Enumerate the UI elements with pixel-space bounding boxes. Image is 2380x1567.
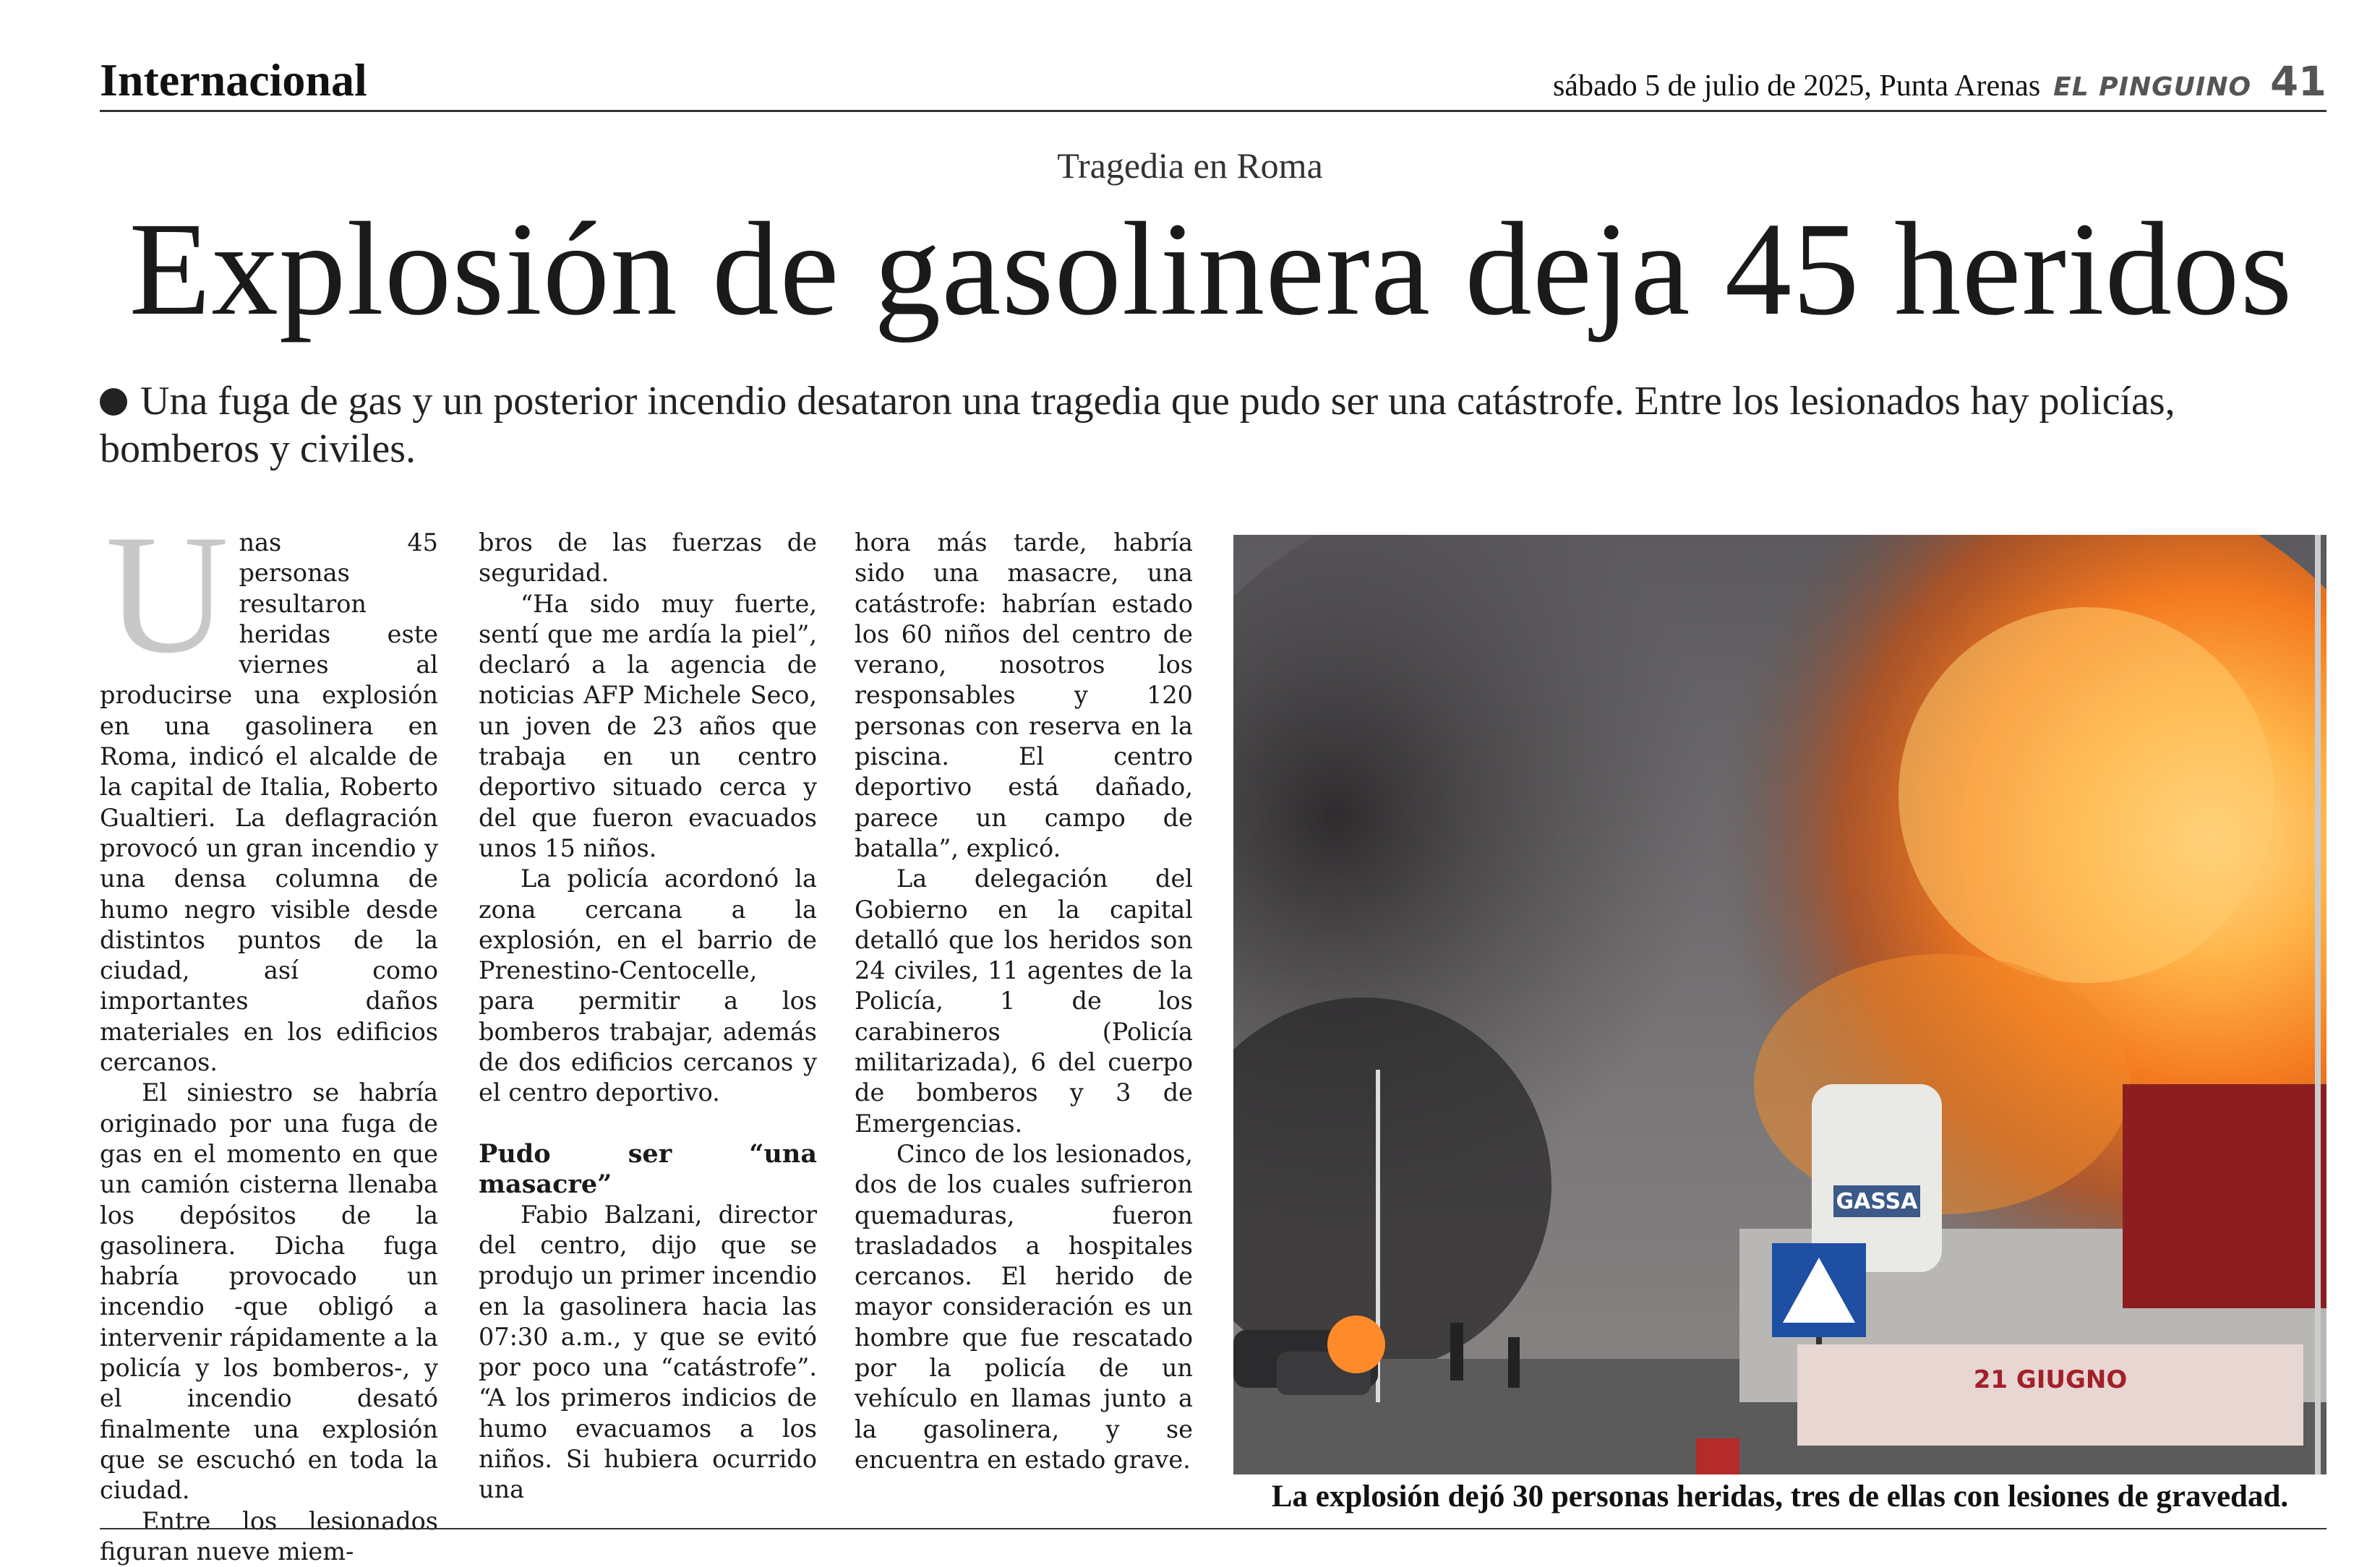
lede (100, 377, 2327, 473)
header-meta (1553, 59, 2327, 106)
dateline: sábado 5 de julio de 2025, Punta Arenas (1553, 69, 2040, 103)
drop-cap: U (106, 532, 228, 656)
explosion-photo-illustration (1233, 535, 2327, 1474)
banner-text: 21 GIUGNO (1974, 1365, 2128, 1394)
headline: Explosión de gasolinera deja 45 heridos (0, 201, 2380, 338)
paragraph: “Ha sido muy fuerte, sentí que me ardía la piel”, declaró a la agencia de noticias AFP Michele Seco, un joven de 23 años que trabaja en un centro deportivo situado cerca y del que fueron evacuados unos 15 niños. (479, 589, 817, 864)
paragraph: Entre los lesionados figuran nueve miem- (100, 1506, 438, 1567)
section-title: Internacional (100, 53, 367, 107)
news-photo (1233, 535, 2327, 1474)
article-column-3 (855, 528, 1193, 1475)
article-column-1 (100, 528, 438, 1567)
paragraph: Cinco de los lesionados, dos de los cuales sufrieron quemaduras, fueron trasladados a hospitales cercanos. El herido de mayor consideración es un hombre que fue rescatado por la policía de un vehículo en llamas junto a la gasolinera, y se encuentra en estado grave. (855, 1139, 1193, 1475)
page-header (100, 51, 2327, 112)
lede-text: Una fuga de gas y un posterior incendio desataron una tragedia que pudo ser una catástrofe. Entre los lesionados hay policías, bomberos y civiles. (100, 379, 2175, 471)
article-column-2 (479, 528, 817, 1506)
photo-caption: La explosión dejó 30 personas heridas, tres de ellas con lesiones de gravedad. (1233, 1479, 2327, 1514)
paragraph: El siniestro se habría originado por una fuga de gas en el momento en que un camión cisterna llenaba los depósitos de la gasolinera. Dicha fuga habría provocado un incendio -que obligó a intervenir rápidamente a la policía y los bomberos-, y el incendio desató finalmente una explosión que se escuchó en toda la ciudad. (100, 1078, 438, 1506)
paragraph: hora más tarde, habría sido una masacre, una catástrofe: habrían estado los 60 niños del centro de verano, nosotros los responsables y 120 personas con reserva en la piscina. El centro deportivo está dañado, parece un campo de batalla”, explicó. (855, 528, 1193, 864)
paragraph (100, 528, 438, 1078)
subheading: Pudo ser “una masacre” (479, 1139, 817, 1200)
bottom-rule (100, 1528, 2327, 1529)
paragraph-text: nas 45 personas resultaron heridas este viernes al producirse una explosión en una gasolinera en Roma, indicó el alcalde de la capital de Italia, Roberto Gualtieri. La deflagración provocó un gran incendio y una densa columna de humo negro visible desde distintos puntos de la ciudad, así como importantes daños materiales en los edificios cercanos. (100, 528, 438, 1076)
paragraph: La policía acordonó la zona cercana a la explosión, en el barrio de Prenestino-Centocelle, para permitir a los bomberos trabajar, además de dos edificios cercanos y el centro deportivo. (479, 864, 817, 1108)
newspaper-logo: EL PINGUINO (2053, 72, 2251, 102)
paragraph: La delegación del Gobierno en la capital detalló que los heridos son 24 civiles, 11 agentes de la Policía, 1 de los carabineros (Policía militarizada), 6 del cuerpo de bomberos y 3 de Emergencias. (855, 864, 1193, 1139)
tank-sign-text: GASSA (1836, 1189, 1919, 1214)
paragraph: Fabio Balzani, director del centro, dijo que se produjo un primer incendio en la gasolinera hacia las 07:30 a.m., y que se evitó por poco una “catástrofe”. “A los primeros indicios de humo evacuamos a los niños. Si hubiera ocurrido una (479, 1200, 817, 1506)
page-number: 41 (2270, 59, 2327, 106)
paragraph: bros de las fuerzas de seguridad. (479, 528, 817, 589)
bullet-icon (100, 388, 127, 416)
kicker: Tragedia en Roma (0, 145, 2380, 186)
